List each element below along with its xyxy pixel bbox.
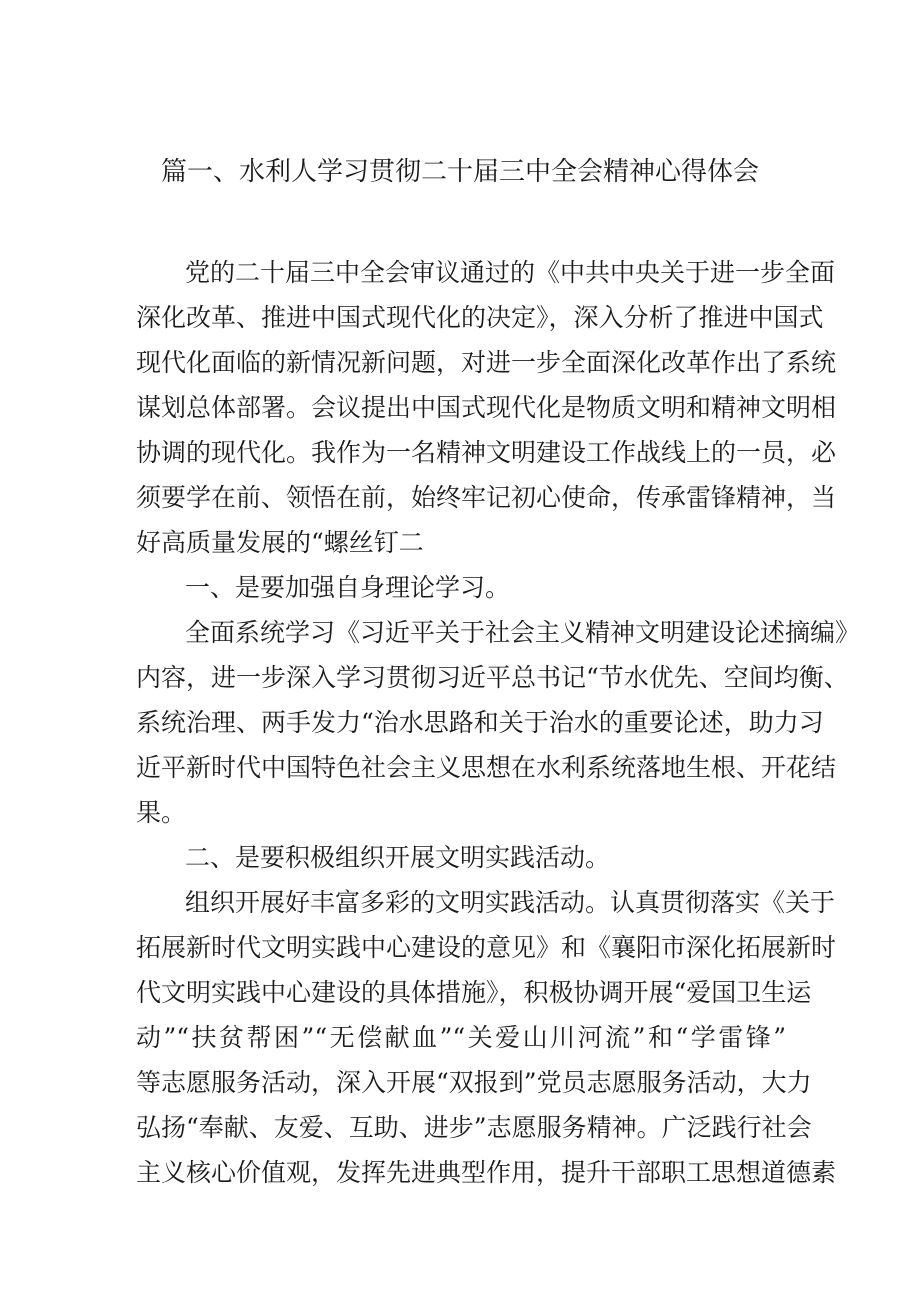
- paragraph-1-line-2: 深化改革、推进中国式现代化的决定》，深入分析了推进中国式: [136, 303, 824, 332]
- document-title: 篇一、水利人学习贯彻二十届三中全会精神心得体会: [160, 157, 759, 187]
- paragraph-3-line-3: 代文明实践中心建设的具体措施》，积极协调开展“爱国卫生运: [136, 978, 812, 1007]
- section-heading-2: 二、是要积极组织开展文明实践活动。: [185, 843, 611, 872]
- paragraph-2-line-1: 全面系统学习《习近平关于社会主义精神文明建设论述摘编》: [185, 618, 861, 647]
- paragraph-1-line-5: 协调的现代化。我作为一名精神文明建设工作战线上的一员，必: [136, 438, 837, 467]
- paragraph-3-line-7: 主义核心价值观，发挥先进典型作用，提升干部职工思想道德素: [136, 1158, 837, 1187]
- paragraph-2-line-3: 系统治理、两手发力“治水思路和关于治水的重要论述，助力习: [136, 708, 824, 737]
- paragraph-3-line-4: 动”“扶贫帮困”“无偿献血”“关爱山川河流”和“学雷锋”: [136, 1023, 786, 1052]
- paragraph-1-line-1: 党的二十届三中全会审议通过的《中共中央关于进一步全面: [185, 258, 836, 287]
- paragraph-1-line-3: 现代化面临的新情况新问题，对进一步全面深化改革作出了系统: [136, 348, 837, 377]
- paragraph-1-line-4: 谋划总体部署。会议提出中国式现代化是物质文明和精神文明相: [136, 393, 837, 422]
- paragraph-3-line-5: 等志愿服务活动，深入开展“双报到”党员志愿服务活动，大力: [136, 1068, 812, 1097]
- paragraph-2-line-4: 近平新时代中国特色社会主义思想在水利系统落地生根、开花结: [136, 753, 837, 782]
- paragraph-2-line-5: 果。: [136, 798, 187, 827]
- paragraph-3-line-1: 组织开展好丰富多彩的文明实践活动。认真贯彻落实《关于: [185, 888, 836, 917]
- paragraph-3-line-2: 拓展新时代文明实践中心建设的意见》和《襄阳市深化拓展新时: [136, 933, 837, 962]
- paragraph-1-line-7: 好高质量发展的“螺丝钉二: [136, 528, 424, 557]
- paragraph-1-line-6: 须要学在前、领悟在前，始终牢记初心使命，传承雷锋精神，当: [136, 483, 837, 512]
- paragraph-2-line-2: 内容，进一步深入学习贯彻习近平总书记“节水优先、空间均衡、: [136, 663, 849, 692]
- paragraph-3-line-6: 弘扬“奉献、友爱、互助、进步”志愿服务精神。广泛践行社会: [136, 1113, 812, 1142]
- section-heading-1: 一、是要加强自身理论学习。: [185, 573, 511, 602]
